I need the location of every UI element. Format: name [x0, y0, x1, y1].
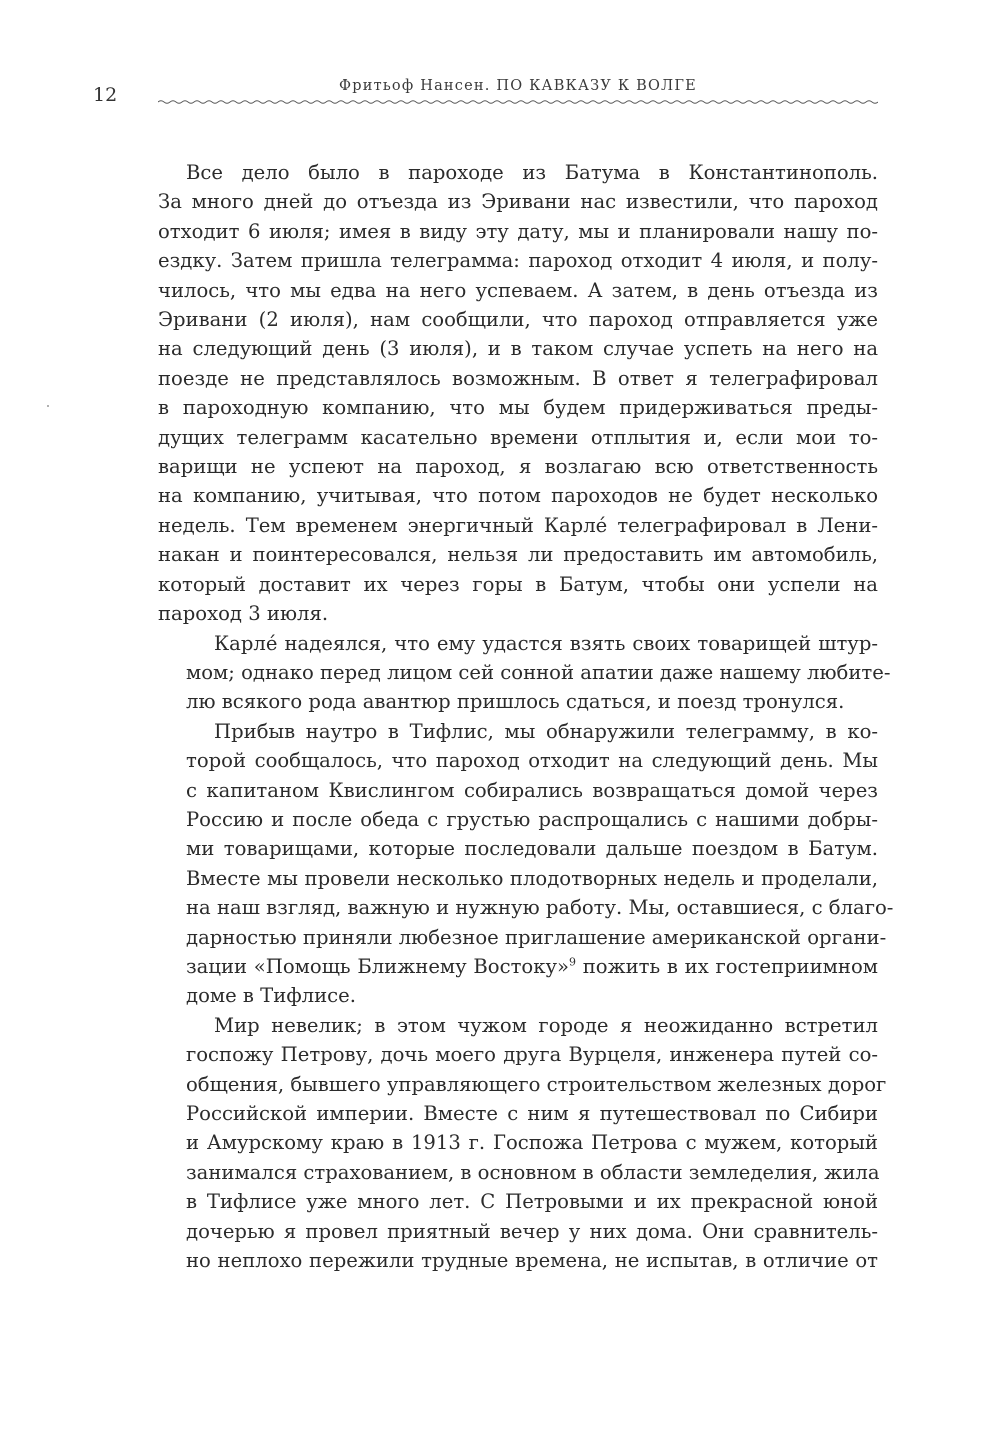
text-line: отходит 6 июля; имея в виду эту дату, мы и планировали нашу по-	[158, 219, 878, 243]
text-line: ми товарищами, которые последовали дальше поездом в Батум.	[186, 837, 878, 861]
page-number: 12	[93, 84, 118, 106]
text-line: Мир невелик; в этом чужом городе я неожиданно встретил	[214, 1013, 878, 1037]
text-line: чилось, что мы едва на него успеваем. А затем, в день отъезда из	[158, 278, 878, 302]
header-wavy-rule	[158, 98, 878, 106]
text-line: госпожу Петрову, дочь моего друга Вурцеля, инженера путей со-	[186, 1043, 878, 1067]
running-title: Фритьоф Нансен. ПО КАВКАЗУ К ВОЛГЕ	[339, 78, 697, 94]
text-line: Российской империи. Вместе с ним я путешествовал по Сибири	[186, 1102, 878, 1125]
paragraph-1	[158, 158, 878, 629]
scan-speck	[47, 405, 49, 407]
text-line: накан и поинтересовался, нельзя ли предоставить им автомобиль,	[158, 543, 878, 567]
text-line: недель. Тем временем энергичный Карле́ телеграфировал в Лени-	[158, 513, 878, 537]
text-line: дарностью приняли любезное приглашение американской органи-	[186, 925, 887, 949]
text-line: Россию и после обеда с грустью распрощались с нашими добры-	[186, 807, 878, 831]
text-line: с капитаном Квислингом собирались возвращаться домой через	[186, 778, 878, 802]
text-line: пароход 3 июля.	[158, 602, 329, 626]
text-line: дущих телеграмм касательно времени отплытия и, если мои то-	[158, 425, 878, 449]
paragraph-2	[158, 629, 891, 717]
text-line: общения, бывшего управляющего строительством железных дорог	[186, 1072, 887, 1096]
text-line: поезде не представлялось возможным. В ответ я телеграфировал	[158, 366, 878, 390]
text-line: на следующий день (3 июля), и в таком случае успеть на него на	[158, 337, 878, 361]
paragraph-3	[158, 717, 894, 1011]
text-line: За много дней до отъезда из Эривани нас известили, что пароход	[158, 190, 878, 214]
text-line: Вместе мы провели несколько плодотворных недель и проделали,	[186, 866, 878, 890]
text-line: ездку. Затем пришла телеграмма: пароход отходит 4 июля, и полу-	[158, 249, 878, 273]
paragraph-4	[158, 1011, 887, 1276]
text-line: но неплохо пережили трудные времена, не испытав, в отличие от	[186, 1249, 878, 1273]
text-line: в пароходную компанию, что мы будем придерживаться преды-	[158, 396, 878, 420]
text-line: варищи не успеют на пароход, я возлагаю всю ответственность	[158, 455, 878, 479]
line-head: зации «Помощь Ближнему Востоку»	[186, 954, 569, 978]
text-line: и Амурскому краю в 1913 г. Госпожа Петрова с мужем, который	[186, 1131, 878, 1155]
text-line: лю всякого рода авантюр пришлось сдаться, и поезд тронулся.	[186, 690, 845, 714]
text-line: на компанию, учитывая, что потом пароходов не будет несколько	[158, 484, 878, 508]
text-line: Карле́ надеялся, что ему удастся взять своих товарищей штур-	[214, 631, 878, 655]
text-line: дочерью я провел приятный вечер у них дома. Они сравнитель-	[186, 1219, 878, 1243]
text-line: который доставит их через горы в Батум, чтобы они успели на	[158, 572, 878, 596]
text-line: Эривани (2 июля), нам сообщили, что пароход отправляется уже	[158, 308, 878, 332]
body-text	[158, 158, 894, 1275]
text-line: в Тифлисе уже много лет. С Петровыми и их прекрасной юной	[186, 1190, 878, 1214]
text-line: мом; однако перед лицом сей сонной апатии даже нашему любите-	[186, 660, 891, 684]
text-line: торой сообщалось, что пароход отходит на следующий день. Мы	[186, 749, 878, 773]
text-line: занимался страхованием, в основном в области земледелия, жила	[186, 1160, 880, 1184]
text-line-with-footnote	[158, 952, 878, 981]
text-line: Все дело было в пароходе из Батума в Константинополь.	[186, 161, 878, 184]
text-line: доме в Тифлисе.	[186, 984, 356, 1008]
footnote-marker[interactable]: 9	[568, 955, 576, 969]
text-line: Прибыв наутро в Тифлис, мы обнаружили телеграмму, в ко-	[214, 719, 878, 743]
text-line: на наш взгляд, важную и нужную работу. Мы, оставшиеся, с благо-	[186, 896, 894, 920]
line-tail: пожить в их гостеприимном	[575, 954, 878, 978]
